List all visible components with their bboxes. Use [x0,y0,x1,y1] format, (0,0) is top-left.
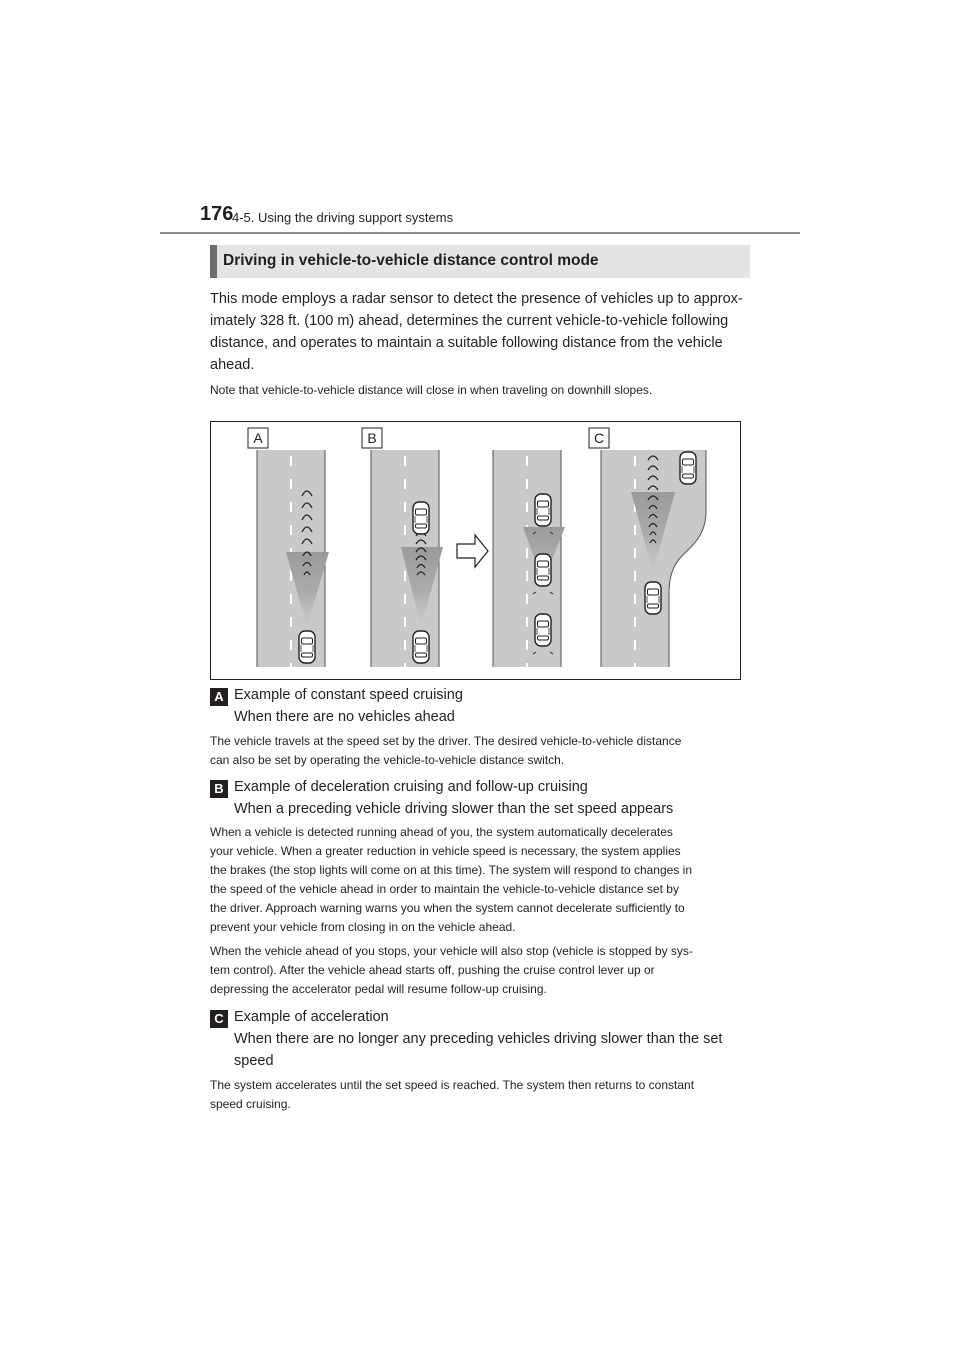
section-heading [210,245,750,278]
example-c-subtitle-cont: speed [234,1053,274,1069]
road-a [257,450,329,667]
road-c [601,450,706,667]
example-c-description [210,1076,750,1114]
road-b [371,450,443,667]
example-c-heading [234,1006,750,1072]
own-car-b [413,631,429,663]
example-a-subtitle: When there are no vehicles ahead [234,709,455,725]
intro-line: distance, and operates to maintain a suitable following distance from the vehicle [210,335,723,351]
note-paragraph: Note that vehicle-to-vehicle distance will close in when traveling on downhill slopes. [210,383,653,397]
example-a-badge: A [210,688,228,706]
desc-line: the brakes (the stop lights will come on at this time). The system will respond to changes in [210,863,692,877]
preceding-car-b [413,502,429,534]
example-b-badge: B [210,780,228,798]
example-c-badge: C [210,1010,228,1028]
example-b-title: Example of deceleration cruising and follow-up cruising [234,779,588,795]
preceding-car-b2 [535,494,551,526]
section-title: Driving in vehicle-to-vehicle distance control mode [223,252,599,269]
intro-line: ahead. [210,357,255,373]
own-car-b2 [535,554,551,586]
example-a-title: Example of constant speed cruising [234,687,463,703]
desc-line: your vehicle. When a greater reduction in vehicle speed is necessary, the system applies [210,844,681,858]
example-a-heading [234,684,750,728]
desc-line: When a vehicle is detected running ahead of you, the system automatically decelerates [210,825,673,839]
desc-line: The vehicle travels at the speed set by the driver. The desired vehicle-to-vehicle distance [210,734,682,748]
desc-line: speed cruising. [210,1097,291,1111]
intro-line: This mode employs a radar sensor to detect the presence of vehicles up to approx- [210,291,743,307]
road-b2 [493,450,565,667]
desc-line: The system accelerates until the set speed is reached. The system then returns to constant [210,1078,695,1092]
desc-line: depressing the accelerator pedal will resume follow-up cruising. [210,982,547,996]
label-a [248,428,268,448]
desc-line: prevent your vehicle from closing in on the vehicle ahead. [210,920,516,934]
chapter-title: 4-5. Using the driving support systems [232,210,454,225]
example-b-heading [234,776,750,820]
label-c [589,428,609,448]
example-c-title: Example of acceleration [234,1009,389,1025]
desc-line: the driver. Approach warning warns you when the system cannot decelerate sufficiently to [210,901,685,915]
example-b-subtitle: When a preceding vehicle driving slower than the set speed appears [234,801,674,817]
label-b [362,428,382,448]
svg-text:C: C [593,430,605,446]
section-marker [210,245,217,278]
svg-text:B: B [367,430,377,446]
own-car-a [299,631,315,663]
desc-line: When the vehicle ahead of you stops, your vehicle will also stop (vehicle is stopped by sys- [210,944,693,958]
cruise-diagram [210,421,741,680]
header-rule [160,232,800,234]
own-car-c [645,582,661,614]
desc-line: can also be set by operating the vehicle-to-vehicle distance switch. [210,753,565,767]
example-b-description-2 [210,942,750,999]
example-c-subtitle: When there are no longer any preceding vehicles driving slower than the set [234,1031,723,1047]
cruise-diagram-svg [211,422,742,681]
example-a-description [210,732,750,770]
desc-line: the speed of the vehicle ahead in order to maintain the vehicle-to-vehicle distance set by [210,882,679,896]
svg-text:A: A [253,430,263,446]
page-number: 176 [200,203,234,225]
transition-arrow [457,535,488,567]
exiting-car-c [680,452,696,484]
intro-paragraph [210,288,750,376]
desc-line: tem control). After the vehicle ahead starts off, pushing the cruise control lever up or [210,963,655,977]
example-b-description [210,823,750,937]
intro-line: imately 328 ft. (100 m) ahead, determines the current vehicle-to-vehicle following [210,313,729,329]
following-car-b2 [535,614,551,646]
